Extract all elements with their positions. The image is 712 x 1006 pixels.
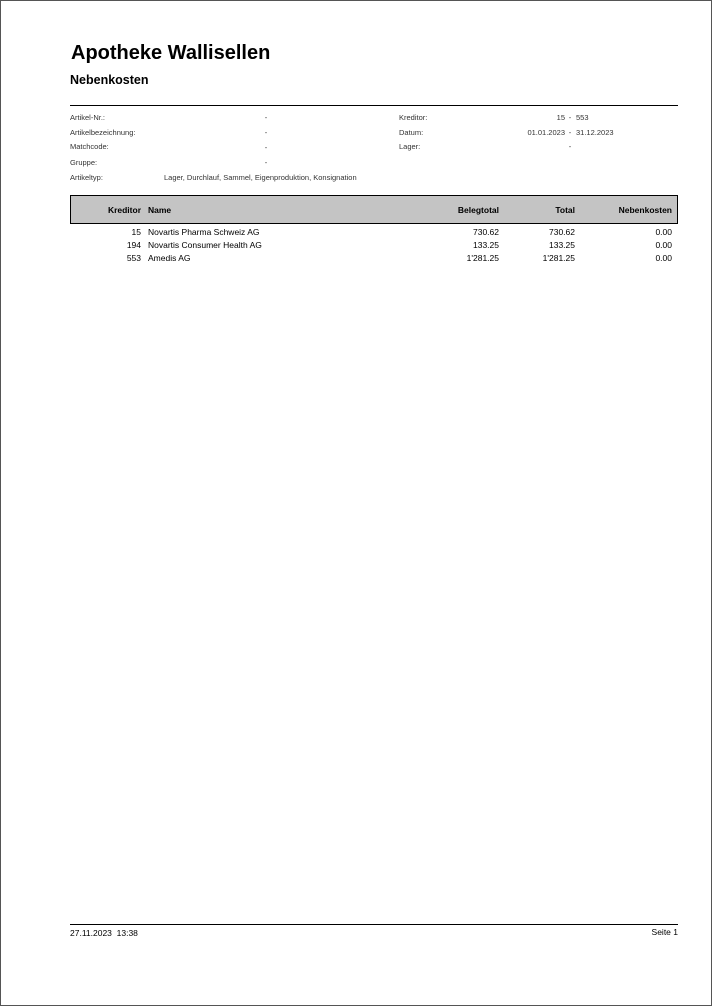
cell-nebenkosten: 0.00: [655, 253, 672, 263]
filter-kreditor-to: 553: [576, 113, 589, 122]
filter-artikel-nr-label: Artikel-Nr.:: [70, 113, 106, 122]
filter-kreditor-from: 15: [556, 113, 565, 122]
filter-matchcode-value: -: [264, 143, 268, 152]
filter-artikel-nr-value: -: [264, 113, 268, 122]
cell-name: Amedis AG: [148, 253, 191, 263]
cell-name: Novartis Pharma Schweiz AG: [148, 227, 260, 237]
cell-kreditor: 194: [126, 240, 141, 250]
filter-lager-label: Lager:: [399, 142, 421, 151]
filter-artikelbezeichnung-label: Artikelbezeichnung:: [70, 128, 136, 137]
filter-kreditor-label: Kreditor:: [399, 113, 428, 122]
filter-datum-sep: -: [568, 128, 572, 137]
table-header: [70, 195, 678, 224]
filter-artikeltyp-value: Lager, Durchlauf, Sammel, Eigenproduktion, Konsignation: [164, 173, 357, 182]
cell-name: Novartis Consumer Health AG: [148, 240, 262, 250]
column-header-total: Total: [555, 205, 575, 215]
filter-gruppe-label: Gruppe:: [70, 158, 98, 167]
header-divider: [70, 105, 678, 106]
cell-nebenkosten: 0.00: [655, 240, 672, 250]
cell-kreditor: 15: [131, 227, 141, 237]
filter-datum-to: 31.12.2023: [576, 128, 614, 137]
cell-total: 1'281.25: [542, 253, 575, 263]
footer-divider: [70, 924, 678, 925]
report-subtitle: Nebenkosten: [70, 73, 149, 87]
filter-datum-label: Datum:: [399, 128, 424, 137]
column-header-belegtotal: Belegtotal: [457, 205, 499, 215]
column-header-nebenkosten: Nebenkosten: [618, 205, 672, 215]
cell-belegtotal: 730.62: [473, 227, 499, 237]
filter-lager-value: -: [568, 142, 572, 151]
column-header-kreditor: Kreditor: [107, 205, 141, 215]
filter-kreditor-sep: -: [568, 113, 572, 122]
cell-total: 730.62: [549, 227, 575, 237]
filter-gruppe-value: -: [264, 158, 268, 167]
filter-artikeltyp-label: Artikeltyp:: [70, 173, 103, 182]
cell-kreditor: 553: [126, 253, 141, 263]
column-header-name: Name: [148, 205, 172, 215]
filter-matchcode-label: Matchcode:: [70, 142, 109, 151]
print-timestamp: 27.11.2023 13:38: [70, 928, 138, 938]
page-number: Seite 1: [651, 927, 678, 937]
filter-datum-from: 01.01.2023: [527, 128, 565, 137]
filter-artikelbezeichnung-value: -: [264, 128, 268, 137]
cell-nebenkosten: 0.00: [655, 227, 672, 237]
cell-total: 133.25: [549, 240, 575, 250]
cell-belegtotal: 1'281.25: [466, 253, 499, 263]
cell-belegtotal: 133.25: [473, 240, 499, 250]
report-title: Apotheke Wallisellen: [71, 42, 271, 64]
